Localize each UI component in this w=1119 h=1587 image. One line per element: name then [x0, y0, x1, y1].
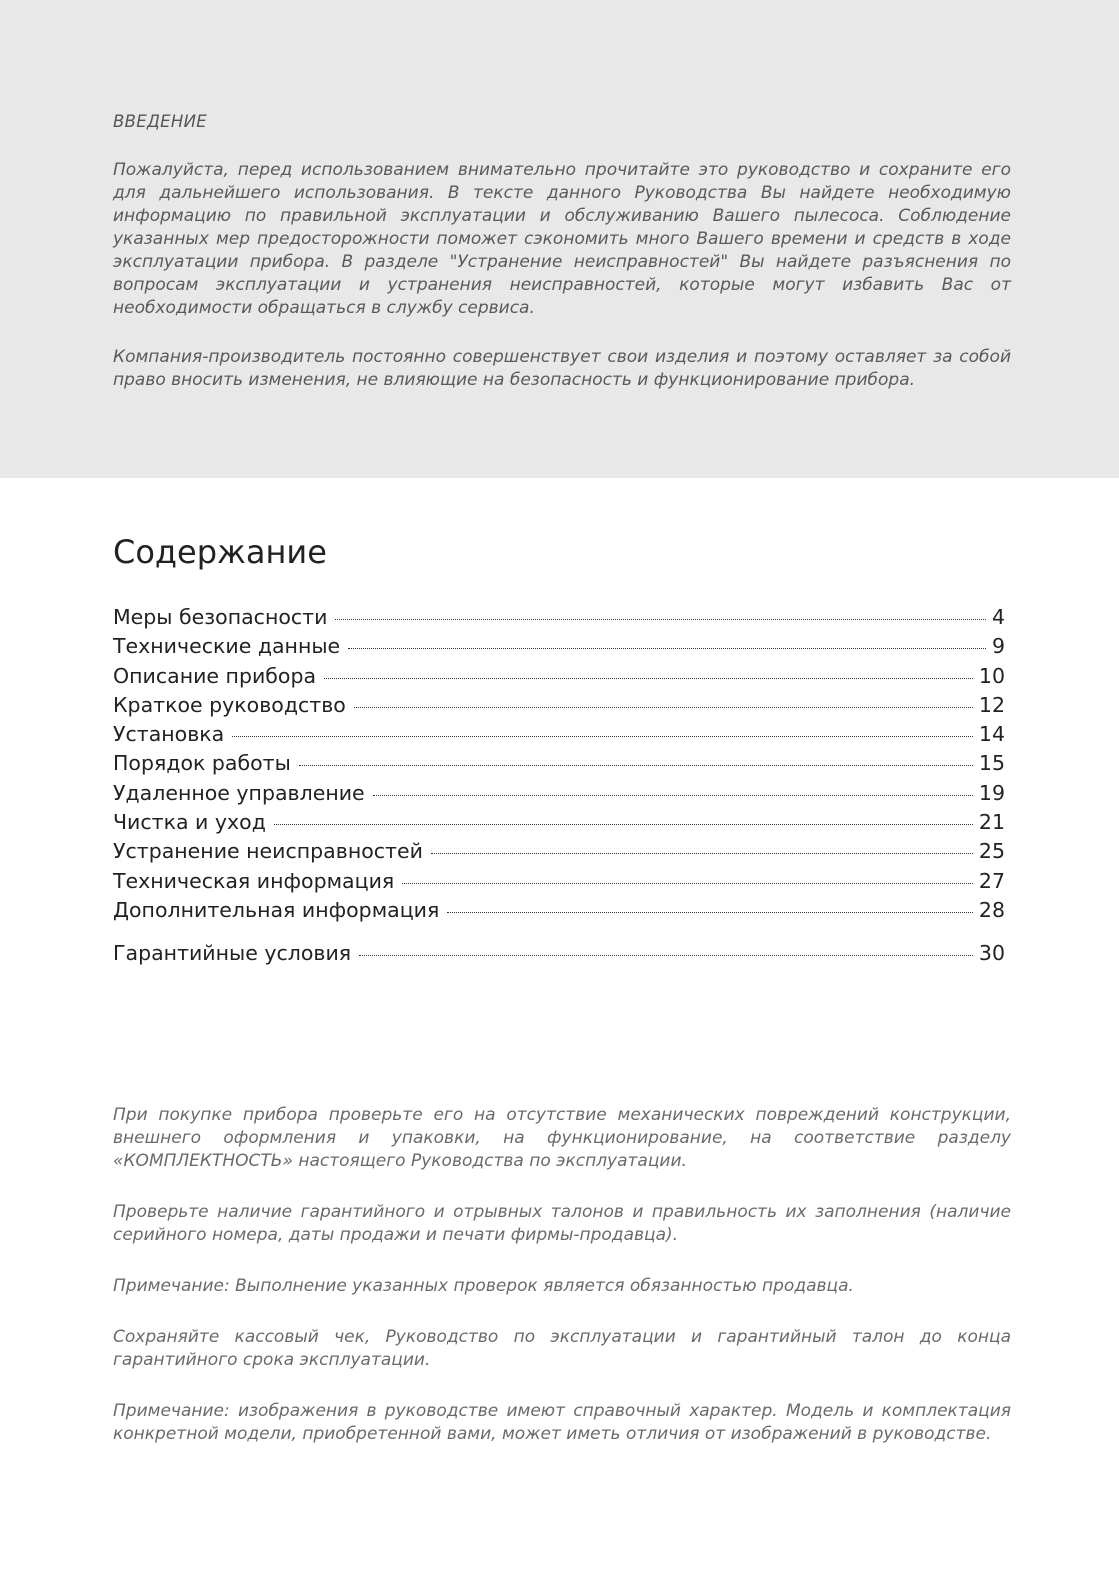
toc-item-label: Описание прибора [113, 663, 317, 688]
toc-item[interactable] [113, 664, 1005, 693]
toc-item-label: Устранение неисправностей [113, 839, 423, 864]
toc-item[interactable] [113, 810, 1005, 839]
toc-item-label: Дополнительная информация [113, 897, 440, 922]
toc-leader-dots [324, 678, 973, 679]
toc-item[interactable] [113, 722, 1005, 751]
intro-section [0, 0, 1119, 478]
toc-item-label: Гарантийные условия [113, 941, 352, 966]
toc-item-label: Краткое руководство [113, 692, 346, 717]
toc-item[interactable] [113, 693, 1005, 722]
toc-item[interactable] [113, 751, 1005, 780]
toc-leader-dots [359, 955, 973, 956]
toc-item[interactable] [113, 781, 1005, 810]
toc-item-label: Чистка и уход [113, 810, 266, 835]
toc-item[interactable] [113, 898, 1005, 927]
intro-heading: ВВЕДЕНИЕ [113, 112, 207, 131]
toc-item[interactable] [113, 839, 1005, 868]
table-of-contents [113, 533, 1005, 971]
toc-item-page: 27 [978, 868, 1005, 893]
toc-item-page: 28 [978, 897, 1005, 922]
toc-leader-dots [354, 707, 973, 708]
toc-leader-dots [447, 912, 973, 913]
toc-item[interactable] [113, 605, 1005, 634]
intro-content [113, 112, 1011, 418]
toc-item-page: 15 [978, 751, 1005, 776]
toc-item[interactable] [113, 941, 1005, 970]
note-paragraph: Примечание: изображения в руководстве имеют справочный характер. Модель и комплектация конкретной модели, приобретенной вами, может иметь отличия от изображений в руководстве. [113, 1401, 1011, 1444]
toc-item-page: 4 [991, 605, 1005, 629]
toc-item-label: Установка [113, 722, 225, 747]
toc-item-label: Порядок работы [113, 751, 291, 776]
toc-leader-dots [348, 648, 986, 649]
toc-item-page: 19 [978, 780, 1005, 805]
note-paragraph: Сохраняйте кассовый чек, Руководство по эксплуатации и гарантийный талон до конца гарантийного срока эксплуатации. [113, 1327, 1011, 1370]
toc-item-label: Технические данные [113, 634, 341, 659]
toc-item-page: 14 [978, 722, 1005, 747]
toc-leader-dots [299, 765, 973, 766]
toc-item[interactable] [113, 634, 1005, 663]
toc-item-page: 21 [978, 810, 1005, 835]
toc-item-page: 30 [978, 941, 1005, 966]
toc-leader-dots [274, 824, 973, 825]
toc-title: Содержание [113, 533, 327, 571]
toc-item-page: 25 [978, 839, 1005, 864]
intro-paragraph: Компания-производитель постоянно совершенствует свои изделия и поэтому оставляет за собой право вносить изменения, не влияющие на безопасность и функционирование прибора. [113, 347, 1011, 390]
note-paragraph: Проверьте наличие гарантийного и отрывных талонов и правильность их заполнения (наличие серийного номера, даты продажи и печати фирмы-продавца). [113, 1202, 1011, 1245]
toc-leader-dots [431, 853, 973, 854]
toc-leader-dots [335, 619, 986, 620]
toc-item-page: 12 [978, 692, 1005, 717]
toc-item[interactable] [113, 869, 1005, 898]
toc-item-label: Меры безопасности [113, 605, 328, 629]
intro-paragraph: Пожалуйста, перед использованием внимательно прочитайте это руководство и сохраните его для дальнейшего использования. В тексте данного Руководства Вы найдете необходимую информацию по правильной эксплуатации и обслуживанию Вашего пылесоса. Соблюдение указанных мер предосторожности поможет сэкономить много Вашего времени и средств в ходе эксплуатации прибора. В разделе "Устранение неисправностей" Вы найдете разъяснения по вопросам эксплуатации и устранения неисправностей, которые могут избавить Вас от необходимости обращаться в службу сервиса. [113, 160, 1011, 318]
toc-item-page: 9 [991, 634, 1005, 659]
purchase-notes [113, 1104, 1011, 1474]
toc-leader-dots [373, 795, 973, 796]
note-paragraph: При покупке прибора проверьте его на отсутствие механических повреждений конструкции, внешнего оформления и упаковки, на функционирование, на соответствие разделу «КОМПЛЕКТНОСТЬ» настоящего Руководства по эксплуатации. [113, 1105, 1011, 1171]
toc-list [113, 605, 1005, 971]
toc-item-label: Удаленное управление [113, 780, 365, 805]
toc-item-page: 10 [978, 663, 1005, 688]
toc-leader-dots [232, 736, 973, 737]
toc-item-label: Техническая информация [113, 868, 395, 893]
toc-leader-dots [402, 883, 973, 884]
note-paragraph: Примечание: Выполнение указанных проверок является обязанностью продавца. [113, 1276, 854, 1296]
